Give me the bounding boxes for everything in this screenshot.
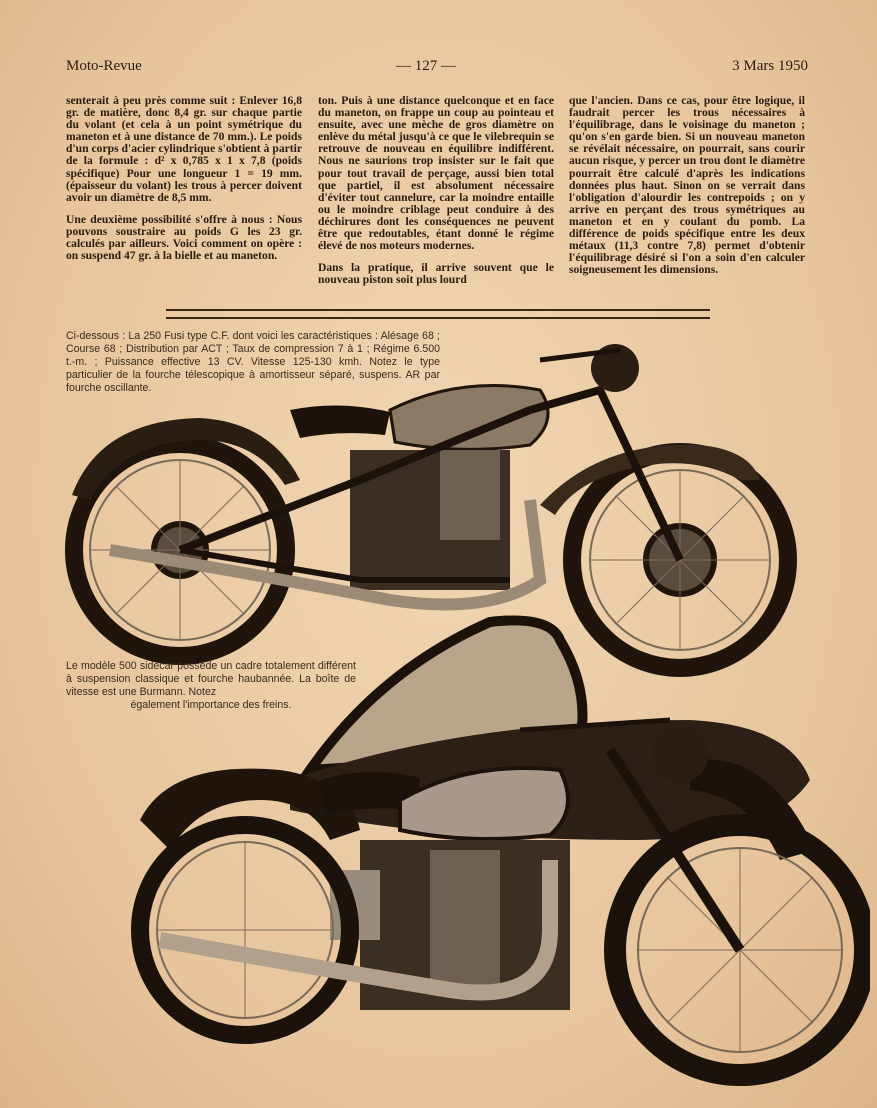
page-header [66,58,808,80]
photo-caption-fusi: Ci-dessous : La 250 Fusi type C.F. dont voici les caractéristiques : Alésage 68 ; Course 68 ; Distribution par ACT ; Taux de compression 7 à 1 ; Régime 6.500 t.-m. ; Puissance effective 13 CV. Vitesse 125-130 kmh. Notez le type particulier de la fourche télescopique à amortisseur séparé, suspens. AR par fourche oscillante. [66,330,440,394]
photo-caption-sidecar [66,660,356,712]
page-number: — 127 — [396,58,456,74]
caption-last-line: également l'importance des freins. [130,699,292,711]
text-column-1 [66,95,302,272]
paragraph: Dans la pratique, il arrive souvent que le nouveau piston soit plus lourd [318,261,554,287]
text-column-2 [318,95,554,296]
paragraph: que l'ancien. Dans ce cas, pour être logique, il faudrait percer les trous nécessaires à l'équilibrage, dans le voisinage du maneton ; qu'on s'en garde bien. Si un nouveau maneton se révélait nécessaire, on pourrait, sans courir aucun risque, y percer un trou dont le diamètre pourrait être calculé d'après les indications données plus haut. Sinon on se verrait dans l'obligation d'alourdir les contrepoids ; on y arrive en perçant des trous symétriques au maneton et en y coulant du pomb. La différence de poids spécifique entre les deux métaux (11,3 contre 7,8) permet d'obtenir l'équilibrage désiré si l'on a soin d'en calculer soigneusement les dimensions. [569,94,805,277]
caption-text: Le modèle 500 sidecar possède un cadre totalement différent à suspension classique et fourche haubannée. La boîte de vitesse est une Burmann. Notez [66,660,356,698]
paragraph: ton. Puis à une distance quelconque et en face du maneton, on frappe un coup au pointeau et ensuite, avec une mèche de gros diamètre on enlève du métal jusqu'à ce que le vilebrequin se retrouve de nouveau en équilibre indifférent. Nous ne saurions trop insister sur le fait que pour tout travail de perçage, aussi bien total que partiel, il est absolument nécessaire d'éviter tout cannelure, car la moindre entaille ou le moindre criblage peut conduire à des déchirures dont les conséquences ne peuvent être que redoutables, étant donné le régime élevé de nos moteurs modernes. [318,94,554,253]
paragraph: Une deuxième possibilité s'offre à nous : Nous pouvons soustraire au poids G les 23 gr. calculés par ailleurs. Voici comment on opère : on suspend 47 gr. à la bielle et au maneton. [66,212,302,263]
section-divider [166,309,710,319]
text-column-3 [569,95,805,286]
magazine-title: Moto-Revue [66,58,142,74]
paragraph: senterait à peu près comme suit : Enlever 16,8 gr. de matière, donc 8,4 gr. sur chaque partie du volant (et cela à un point symétrique du maneton et à une distance de 70 mm.). Le poids d'un corps d'acier cylindrique s'obtient à partir de la formule : d² x 0,785 x 1 x 7,8 (poids spécifique) Pour une longueur 1 = 19 mm. (épaisseur du volant) les trous à percer doivent avoir un diamètre de 8,5 mm. [66,94,302,204]
issue-date: 3 Mars 1950 [732,58,808,74]
